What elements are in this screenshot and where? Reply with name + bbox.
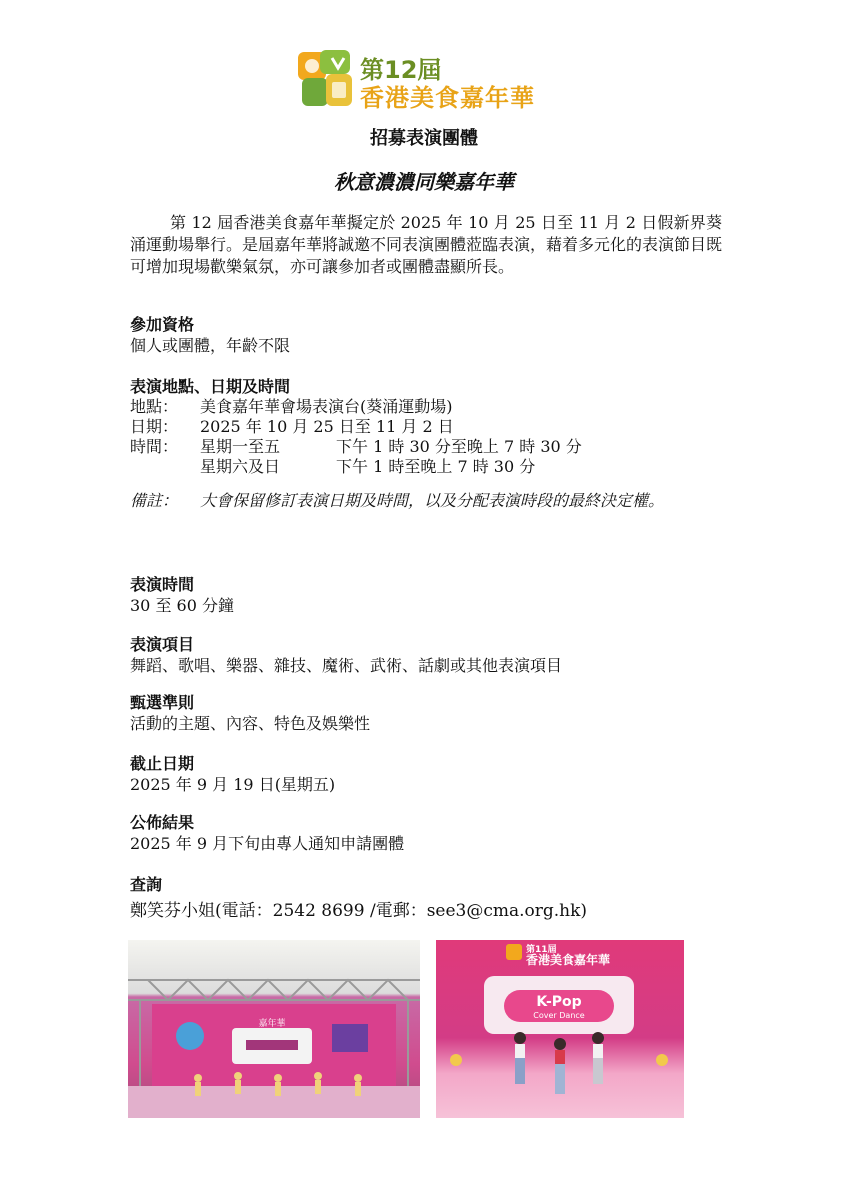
venue-date-label: 日期： <box>130 417 179 436</box>
intro-paragraph: 第 12 屆香港美食嘉年華擬定於 2025 年 10 月 25 日至 11 月 2 日假新界葵涌運動場舉行。是屆嘉年華將誠邀不同表演團體蒞臨表演，藉着多元化的表演節目既可增加現場歡樂氣氛，亦可讓參加者或團體盡顯所長。 <box>130 213 723 276</box>
items-text: 舞蹈、歌唱、樂器、雜技、魔術、武術、話劇或其他表演項目 <box>130 656 563 675</box>
kpop-brand-line1: 第11屆 <box>526 945 557 955</box>
criteria-heading: 甄選準則 <box>130 693 195 712</box>
items-heading: 表演項目 <box>130 635 195 654</box>
weekend-label: 星期六及日 <box>200 457 281 476</box>
eligibility-heading: 參加資格 <box>130 315 195 334</box>
duration-heading: 表演時間 <box>130 575 195 594</box>
result-heading: 公佈結果 <box>130 813 195 832</box>
kpop-brand-line2: 香港美食嘉年華 <box>526 953 611 967</box>
remark-text: 大會保留修訂表演日期及時間，以及分配表演時段的最終決定權。 <box>200 491 665 510</box>
kpop-scene-icon <box>436 940 684 1118</box>
venue-heading: 表演地點、日期及時間 <box>130 377 291 396</box>
logo-edition: 第12屆 <box>360 56 442 84</box>
criteria-text: 活動的主題、內容、特色及娛樂性 <box>130 714 371 733</box>
deadline-text: 2025 年 9 月 19 日(星期五) <box>130 775 336 794</box>
result-text: 2025 年 9 月下旬由專人通知申請團體 <box>130 834 405 853</box>
venue-date: 2025 年 10 月 25 日至 11 月 2 日 <box>200 417 454 436</box>
weekend-time: 下午 1 時至晚上 7 時 30 分 <box>336 457 536 476</box>
page-title: 招募表演團體 <box>370 128 478 149</box>
remark-label: 備註： <box>130 491 179 510</box>
venue-time-row-weekend <box>130 454 730 474</box>
stage-scene-icon <box>128 940 420 1118</box>
logo-name: 香港美食嘉年華 <box>360 84 535 112</box>
stage-photo-kpop <box>436 940 684 1118</box>
duration-text: 30 至 60 分鐘 <box>130 596 234 615</box>
stage-banner-text: 嘉年華 <box>258 1019 286 1029</box>
weekday-time: 下午 1 時 30 分至晚上 7 時 30 分 <box>336 437 582 456</box>
venue-time-label: 時間： <box>130 437 179 456</box>
kpop-banner-sub: Cover Dance <box>533 1011 585 1020</box>
venue-place: 美食嘉年華會場表演台(葵涌運動場) <box>200 397 453 416</box>
stage-photo-dancers <box>128 940 420 1118</box>
deadline-heading: 截止日期 <box>130 754 195 773</box>
remark <box>130 490 722 512</box>
food-festival-logo-icon <box>296 48 358 110</box>
venue-time-row-weekday <box>130 434 730 454</box>
enquiry-heading: 查詢 <box>130 875 163 894</box>
kpop-banner-title: K-Pop <box>536 994 582 1010</box>
festival-logo <box>296 48 556 112</box>
enquiry-text: 鄭笑芬小姐(電話：2542 8699 /電郵：see3@cma.org.hk) <box>130 901 588 921</box>
weekday-label: 星期一至五 <box>200 437 281 456</box>
venue-place-label: 地點： <box>130 397 179 416</box>
eligibility-text: 個人或團體，年齡不限 <box>130 336 291 355</box>
page-subtitle: 秋意濃濃同樂嘉年華 <box>334 170 514 194</box>
